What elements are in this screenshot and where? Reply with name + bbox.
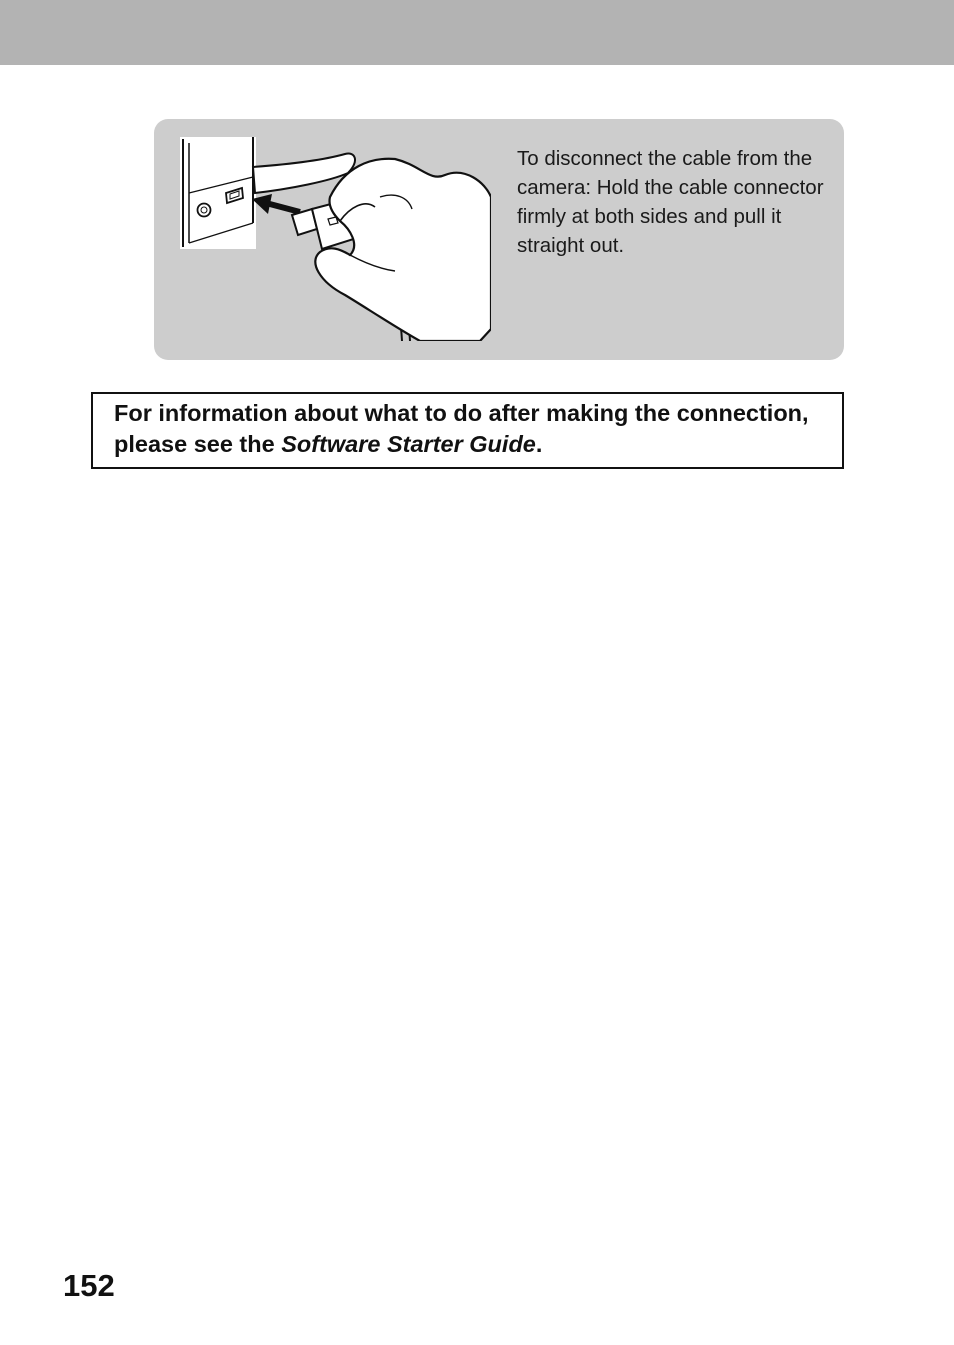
illustration-panel	[154, 119, 844, 360]
header-band	[0, 0, 954, 65]
av-port	[198, 204, 211, 217]
note-box	[91, 392, 844, 469]
disconnect-cable-illustration	[180, 137, 491, 341]
note-text-lead: For information about what to do after making the connection, please see the	[114, 400, 809, 457]
hand	[315, 159, 491, 341]
guide-title: Software Starter Guide	[281, 431, 536, 457]
note-text	[114, 398, 834, 460]
note-text-end: .	[535, 431, 543, 457]
disconnect-instructions: To disconnect the cable from the camera: Hold the cable connector firmly at both sides and pull it straight out.	[517, 147, 824, 257]
pull-direction-arrow	[252, 194, 300, 214]
page-number: 152	[63, 1268, 115, 1303]
